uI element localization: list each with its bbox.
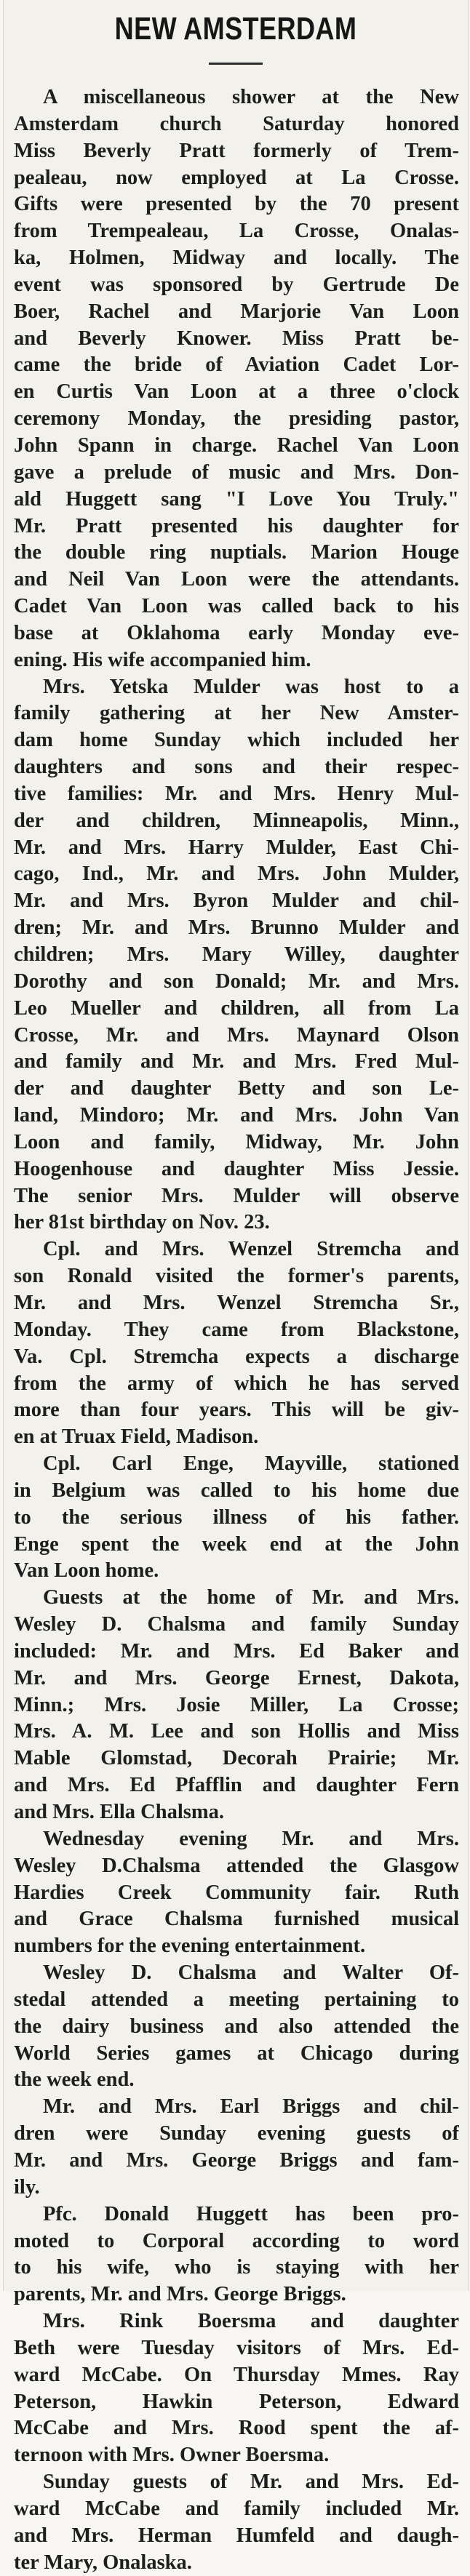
text-line: The senior Mrs. Mulder will observe	[14, 1184, 459, 1207]
text-line: Pfc. Donald Huggett has been pro-	[43, 2202, 459, 2225]
text-line: Miss Beverly Pratt formerly of Trem-	[14, 139, 459, 162]
text-line: Mr. and Mrs. Byron Mulder and chil-	[14, 889, 459, 913]
text-line: ceremony Monday, the presiding pastor,	[14, 407, 459, 431]
text-line: ily.	[14, 2175, 40, 2199]
text-line: tive families: Mr. and Mrs. Henry Mul-	[14, 782, 459, 805]
text-line: and Grace Chalsma furnished musical	[14, 1908, 459, 1931]
text-line: ter Mary, Onalaska.	[14, 2551, 192, 2574]
text-line: the double ring nuptials. Marion Houge	[14, 541, 459, 564]
text-line: Amsterdam church Saturday honored	[14, 112, 459, 135]
text-line: came the bride of Aviation Cadet Lor-	[14, 353, 459, 377]
text-line: Sunday guests of Mr. and Mrs. Ed-	[43, 2471, 459, 2494]
text-line: and Mrs. Ed Pfafflin and daughter Fern	[14, 1774, 459, 1797]
text-line: Cadet Van Loon was called back to his	[14, 595, 459, 618]
news-paragraph	[14, 1585, 459, 1826]
text-line: Boer, Rachel and Marjorie Van Loon	[14, 300, 459, 323]
text-line: ward McCabe and family included Mr.	[14, 2497, 459, 2520]
text-line: World Series games at Chicago during	[14, 2041, 459, 2065]
text-line: der and daughter Betty and son Le-	[14, 1077, 459, 1100]
text-line: Mr. and Mrs. Harry Mulder, East Chi-	[14, 836, 459, 859]
text-line: ening. His wife accompanied him.	[14, 648, 311, 671]
text-line: der and children, Minneapolis, Minn.,	[14, 809, 459, 832]
text-line: and Beverly Knower. Miss Pratt be-	[14, 327, 459, 350]
text-line: land, Mindoro; Mr. and Mrs. John Van	[14, 1104, 459, 1127]
text-line: to the serious illness of his father.	[14, 1505, 459, 1529]
text-line: moted to Corporal according to word	[14, 2229, 459, 2252]
news-paragraph	[14, 1826, 459, 1960]
news-paragraph	[14, 2308, 459, 2469]
text-line: Mr. Pratt presented his daughter for	[14, 514, 459, 537]
text-line: event was sponsored by Gertrude De	[14, 273, 459, 296]
text-line: ternoon with Mrs. Owner Boersma.	[14, 2444, 330, 2467]
text-line: dren were Sunday evening guests of	[14, 2122, 459, 2145]
text-line: base at Oklahoma early Monday eve-	[14, 621, 459, 644]
column-headline: NEW AMSTERDAM	[114, 11, 357, 47]
text-line: dam home Sunday which included her	[14, 729, 459, 752]
text-line: to his wife, who is staying with her	[14, 2256, 459, 2279]
text-line: Mable Glomstad, Decorah Prairie; Mr.	[14, 1747, 459, 1770]
text-line: Beth were Tuesday visitors of Mrs. Ed-	[14, 2336, 459, 2359]
text-line: the dairy business and also attended the	[14, 2015, 459, 2038]
text-line: Mr. and Mrs. Earl Briggs and chil-	[43, 2095, 459, 2119]
text-line: pealeau, now employed at La Crosse.	[14, 166, 459, 189]
news-paragraph	[14, 674, 459, 1237]
text-line: in Belgium was called to his home due	[14, 1479, 459, 1502]
text-line: from Trempealeau, La Crosse, Onalas-	[14, 220, 459, 243]
text-line: Guests at the home of Mr. and Mrs.	[43, 1586, 459, 1609]
text-line: Crosse, Mr. and Mrs. Maynard Olson	[14, 1023, 459, 1047]
news-paragraph	[14, 84, 459, 674]
text-line: stedal attended a meeting pertaining to	[14, 1988, 459, 2011]
text-line: parents, Mr. and Mrs. George Briggs.	[14, 2283, 346, 2306]
text-line: en Curtis Van Loon at a three o'clock	[14, 380, 459, 404]
text-line: son Ronald visited the former's parents,	[14, 1265, 459, 1288]
text-line: Gifts were presented by the 70 present	[14, 193, 459, 216]
text-line: Loon and family, Midway, Mr. John	[14, 1130, 459, 1153]
text-line: ald Huggett sang "I Love You Truly."	[14, 487, 459, 511]
text-line: and Neil Van Loon were the attendants.	[14, 568, 459, 591]
text-line: en at Truax Field, Madison.	[14, 1425, 259, 1449]
text-line: McCabe and Mrs. Rood spent the af-	[14, 2417, 459, 2440]
text-line: Mr. and Mrs. George Ernest, Dakota,	[14, 1666, 459, 1689]
news-paragraph	[14, 2201, 459, 2308]
news-paragraph	[14, 2094, 459, 2201]
text-line: Cpl. and Mrs. Wenzel Stremcha and	[43, 1238, 459, 1261]
text-line: Mr. and Mrs. George Briggs and fam-	[14, 2148, 459, 2172]
text-line: Mrs. Yetska Mulder was host to a	[43, 675, 459, 698]
text-line: Wednesday evening Mr. and Mrs.	[43, 1827, 459, 1850]
text-line: Enge spent the week end at the John	[14, 1532, 459, 1556]
text-line: Monday. They came from Blackstone,	[14, 1318, 459, 1341]
news-paragraph	[14, 1236, 459, 1451]
text-line: Mr. and Mrs. Wenzel Stremcha Sr.,	[14, 1291, 459, 1314]
text-line: Van Loon home.	[14, 1559, 159, 1583]
text-line: John Spann in charge. Rachel Van Loon	[14, 433, 459, 457]
newspaper-clipping	[3, 0, 469, 2574]
article-body	[14, 84, 459, 2576]
text-line: Peterson, Hawkin Peterson, Edward	[14, 2390, 459, 2413]
news-paragraph	[14, 2469, 459, 2576]
text-line: ward McCabe. On Thursday Mmes. Ray	[14, 2363, 459, 2386]
text-line: ka, Holmen, Midway and locally. The	[14, 247, 459, 270]
text-line: Va. Cpl. Stremcha expects a discharge	[14, 1345, 459, 1368]
text-line: the week end.	[14, 2068, 135, 2092]
text-line: included: Mr. and Mrs. Ed Baker and	[14, 1639, 459, 1663]
text-line: daughters and sons and their respec-	[14, 756, 459, 779]
text-line: from the army of which he has served	[14, 1372, 459, 1395]
text-line: family gathering at her New Amster-	[14, 702, 459, 725]
text-line: cago, Ind., Mr. and Mrs. John Mulder,	[14, 863, 459, 886]
text-line: children; Mrs. Mary Willey, daughter	[14, 943, 459, 966]
text-line: A miscellaneous shower at the New	[43, 86, 459, 108]
text-line: and family and Mr. and Mrs. Fred Mul-	[14, 1050, 459, 1073]
text-line: Wesley D.Chalsma attended the Glasgow	[14, 1854, 459, 1877]
text-line: and Mrs. Ella Chalsma.	[14, 1801, 224, 1823]
text-line: Leo Mueller and children, all from La	[14, 996, 459, 1020]
text-line: Mrs. A. M. Lee and son Hollis and Miss	[14, 1720, 459, 1743]
text-line: Dorothy and son Donald; Mr. and Mrs.	[14, 969, 459, 993]
text-line: more than four years. This will be giv-	[14, 1399, 459, 1422]
text-line: Cpl. Carl Enge, Mayville, stationed	[43, 1452, 459, 1476]
news-paragraph	[14, 1960, 459, 2094]
headline-rule	[209, 63, 263, 65]
text-line: Wesley D. Chalsma and family Sunday	[14, 1613, 459, 1636]
text-line: Mrs. Rink Boersma and daughter	[43, 2310, 459, 2333]
text-line: her 81st birthday on Nov. 23.	[14, 1211, 270, 1234]
text-line: Hoogenhouse and daughter Miss Jessie.	[14, 1157, 459, 1180]
text-line: and Mrs. Herman Humfeld and daugh-	[14, 2524, 459, 2547]
text-line: Wesley D. Chalsma and Walter Of-	[43, 1961, 459, 1985]
text-line: dren; Mr. and Mrs. Brunno Mulder and	[14, 916, 459, 940]
text-line: numbers for the evening entertainment.	[14, 1935, 366, 1958]
text-line: Minn.; Mrs. Josie Miller, La Crosse;	[14, 1693, 459, 1716]
text-line: gave a prelude of music and Mrs. Don-	[14, 460, 459, 484]
text-line: Hardies Creek Community fair. Ruth	[14, 1881, 459, 1904]
news-paragraph	[14, 1451, 459, 1585]
